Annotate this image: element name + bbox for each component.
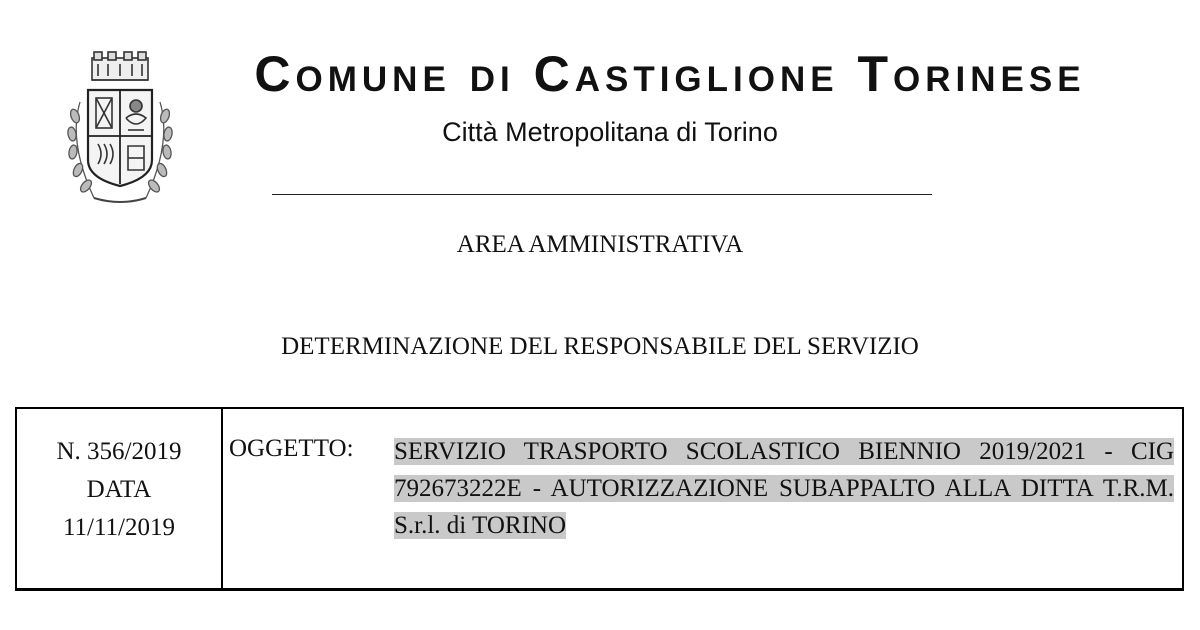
object-label: OGGETTO: xyxy=(229,435,354,462)
record-date-label: DATA xyxy=(86,476,152,503)
area-heading: AREA AMMINISTRATIVA xyxy=(456,231,744,258)
record-meta-cell xyxy=(17,433,221,547)
metropolitan-city-subtitle: Città Metropolitana di Torino xyxy=(442,117,778,147)
municipality-title: Comune di Castiglione Torinese xyxy=(254,46,1086,102)
object-text-highlight: SERVIZIO TRASPORTO SCOLASTICO BIENNIO 2019/2021 - CIG 792673222E - AUTORIZZAZIONE SUBAPPALTO ALLA DITTA T.R.M. S.r.l. di TORINO xyxy=(394,438,1174,539)
municipal-coat-of-arms-icon xyxy=(60,50,180,210)
record-number: N. 356/2019 xyxy=(56,438,182,465)
record-date: 11/11/2019 xyxy=(62,514,176,541)
record-table xyxy=(15,407,1184,591)
document-type-heading: DETERMINAZIONE DEL RESPONSABILE DEL SERVIZIO xyxy=(281,333,919,360)
object-text xyxy=(394,433,1174,544)
header-divider xyxy=(272,194,932,195)
record-column-divider xyxy=(221,409,223,588)
